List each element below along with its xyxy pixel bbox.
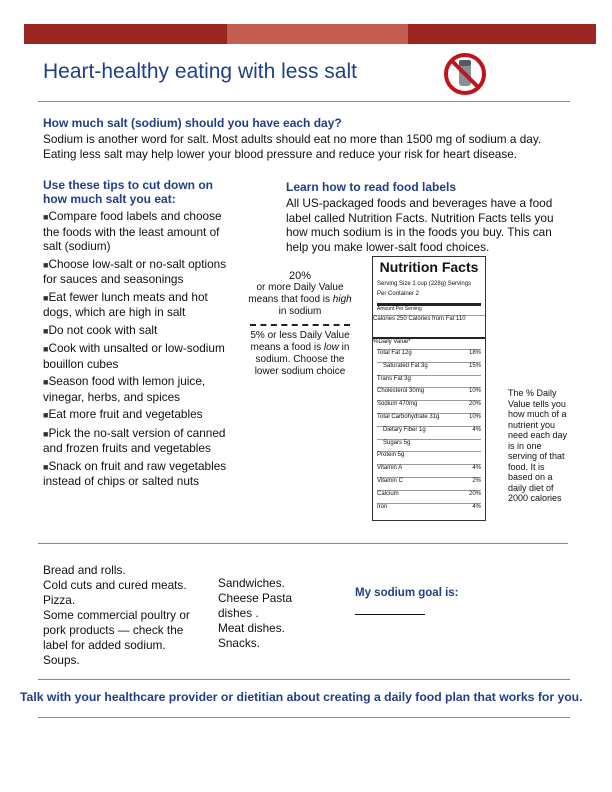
nutrition-row-label: Total Carbohydrate 31g [377,414,440,420]
nutrition-row-label: Calcium [377,490,399,497]
intro-question: How much salt (sodium) should you have each day? [43,116,342,130]
nutrition-row-label: Trans Fat 3g [377,375,411,382]
nutrition-facts-label [372,256,486,521]
divider [38,717,570,718]
nutrition-row-percent: 15% [468,362,481,369]
list-item: ■Eat fewer lunch meats and hot dogs, which are high in salt [43,289,208,319]
serving-size: Serving Size 1 cup (228g) Servings Per Container 2 [377,281,472,297]
header-bar-highlight [227,24,408,44]
nutrition-row [377,490,481,497]
nutrition-row-label: Protein 5g [377,452,405,459]
list-item: ■Season food with lemon juice, vinegar, herbs, and spices [43,374,206,404]
daily-value-header: %Daily Value* [373,337,485,345]
list-item: Soups. [43,653,80,667]
nutrition-row-percent: 4% [472,426,481,433]
nutrition-row-label: Iron [377,503,388,510]
list-item: Cold cuts and cured meats. [43,578,187,592]
nutrition-row [377,387,481,394]
nutrition-row-percent: 4% [472,465,481,472]
sodium-goal-input-line[interactable] [355,614,425,615]
tips-heading: Use these tips to cut down on how much salt you eat: [43,178,214,206]
no-salt-shaker-icon [443,52,487,96]
tips-list [43,209,233,492]
nutrition-row [377,426,481,433]
bullet-icon: ■ [43,259,49,270]
labels-heading: Learn how to read food labels [286,180,457,194]
list-item: ■Eat more fruit and vegetables [43,407,203,421]
nutrition-row [377,451,481,458]
divider [38,543,568,544]
nutrition-row [377,362,481,369]
page-title: Heart-healthy eating with less salt [43,60,357,83]
nutrition-row-label: Vitamin A [377,465,403,472]
nutrition-row [377,349,481,356]
list-item: ■Pick the no-salt version of canned and frozen fruits and vegetables [43,425,226,455]
sodium-goal-label: My sodium goal is: [355,587,459,599]
nutrition-row-percent: 10% [468,388,481,395]
bullet-icon: ■ [43,212,49,222]
nutrition-row-percent: 18% [468,350,481,356]
labels-text: All US-packaged foods and beverages have a food label called Nutrition Facts. Nutrition Facts tells you how much sodium is in the foods you buy. This can help you make lower-salt food choices. [286,196,554,254]
nutrition-row [377,400,481,407]
footer-advice: Talk with your healthcare provider or dietitian about creating a daily food plan that works for you. [20,690,583,704]
nutrition-row-label: Vitamin C [377,478,403,484]
bullet-icon: ■ [43,410,49,420]
nutrition-row-label: Total Fat 12g [377,350,412,356]
dashed-divider [250,324,350,326]
nutrition-row-label: Sugars 5g [383,439,411,446]
nutrition-row-percent: 2% [472,478,481,484]
daily-value-note: 20% or more Daily Value means that food is high in sodium 5% or less Daily Value means a food is low in sodium. Choose the lower sodium choice [248,270,352,377]
list-item: Some commercial poultry or pork products — check the label for added sodium. [43,608,190,652]
bullet-icon: ■ [43,461,49,472]
amount-per-serving: Amount Per Serving [377,303,481,312]
divider [38,679,570,680]
intro-text: Sodium is another word for salt. Most adults should eat no more than 1500 mg of sodium a day. Eating less salt may help lower your blood pressure and reduce your risk for heart disease. [43,132,542,161]
nutrition-row-label: Cholesterol 30mg [377,388,425,395]
bullet-icon: ■ [43,344,49,354]
list-item: ■Compare food labels and choose the foods with the least amount of salt (sodium) [43,209,222,253]
nutrition-row [377,464,481,471]
nutrition-facts-title: Nutrition Facts [379,259,479,275]
nutrition-row [377,413,481,420]
bullet-icon: ■ [43,428,49,439]
bullet-icon: ■ [43,377,49,387]
nutrition-row-percent: 20% [468,401,481,408]
list-item: Cheese Pasta dishes . [218,591,293,620]
bullet-icon: ■ [43,325,49,336]
nutrition-row [377,375,481,382]
nutrition-row-percent: 20% [468,490,481,497]
divider [38,101,570,102]
list-item: Pizza. [43,593,76,607]
list-item: ■Snack on fruit and raw vegetables instead of chips or salted nuts [43,458,227,488]
list-item: ■Do not cook with salt [43,322,158,337]
nutrition-row [377,477,481,484]
list-item: ■Choose low-salt or no-salt options for sauces and seasonings [43,256,227,286]
bullet-icon: ■ [43,292,49,303]
nutrition-row [377,439,481,446]
nutrition-row-percent: 4% [472,503,481,510]
high-sodium-foods-list [43,563,203,668]
calories: Calories 250 Calories from Fat 110 [373,315,485,322]
nutrition-row-percent: 10% [468,414,481,420]
nutrition-row-label: Dietary Fiber 1g [383,426,426,433]
high-percent: 20% [288,270,312,282]
nutrition-row-label: Saturated Fat 3g [383,362,428,369]
list-item: Snacks. [218,636,260,650]
high-sodium-foods-list-2 [218,576,308,651]
nutrition-row-label: Sodium 470mg [377,401,418,408]
list-item: ■Cook with unsalted or low-sodium bouillon cubes [43,341,225,371]
list-item: Sandwiches. [218,576,285,590]
nutrition-row [377,503,481,510]
list-item: Bread and rolls. [43,563,126,577]
daily-value-explanation: The % Daily Value tells you how much of a nutrient you need each day is in one serving of that food. It is based on a daily diet of 2000 calories [508,388,568,503]
list-item: Meat dishes. [218,621,285,635]
